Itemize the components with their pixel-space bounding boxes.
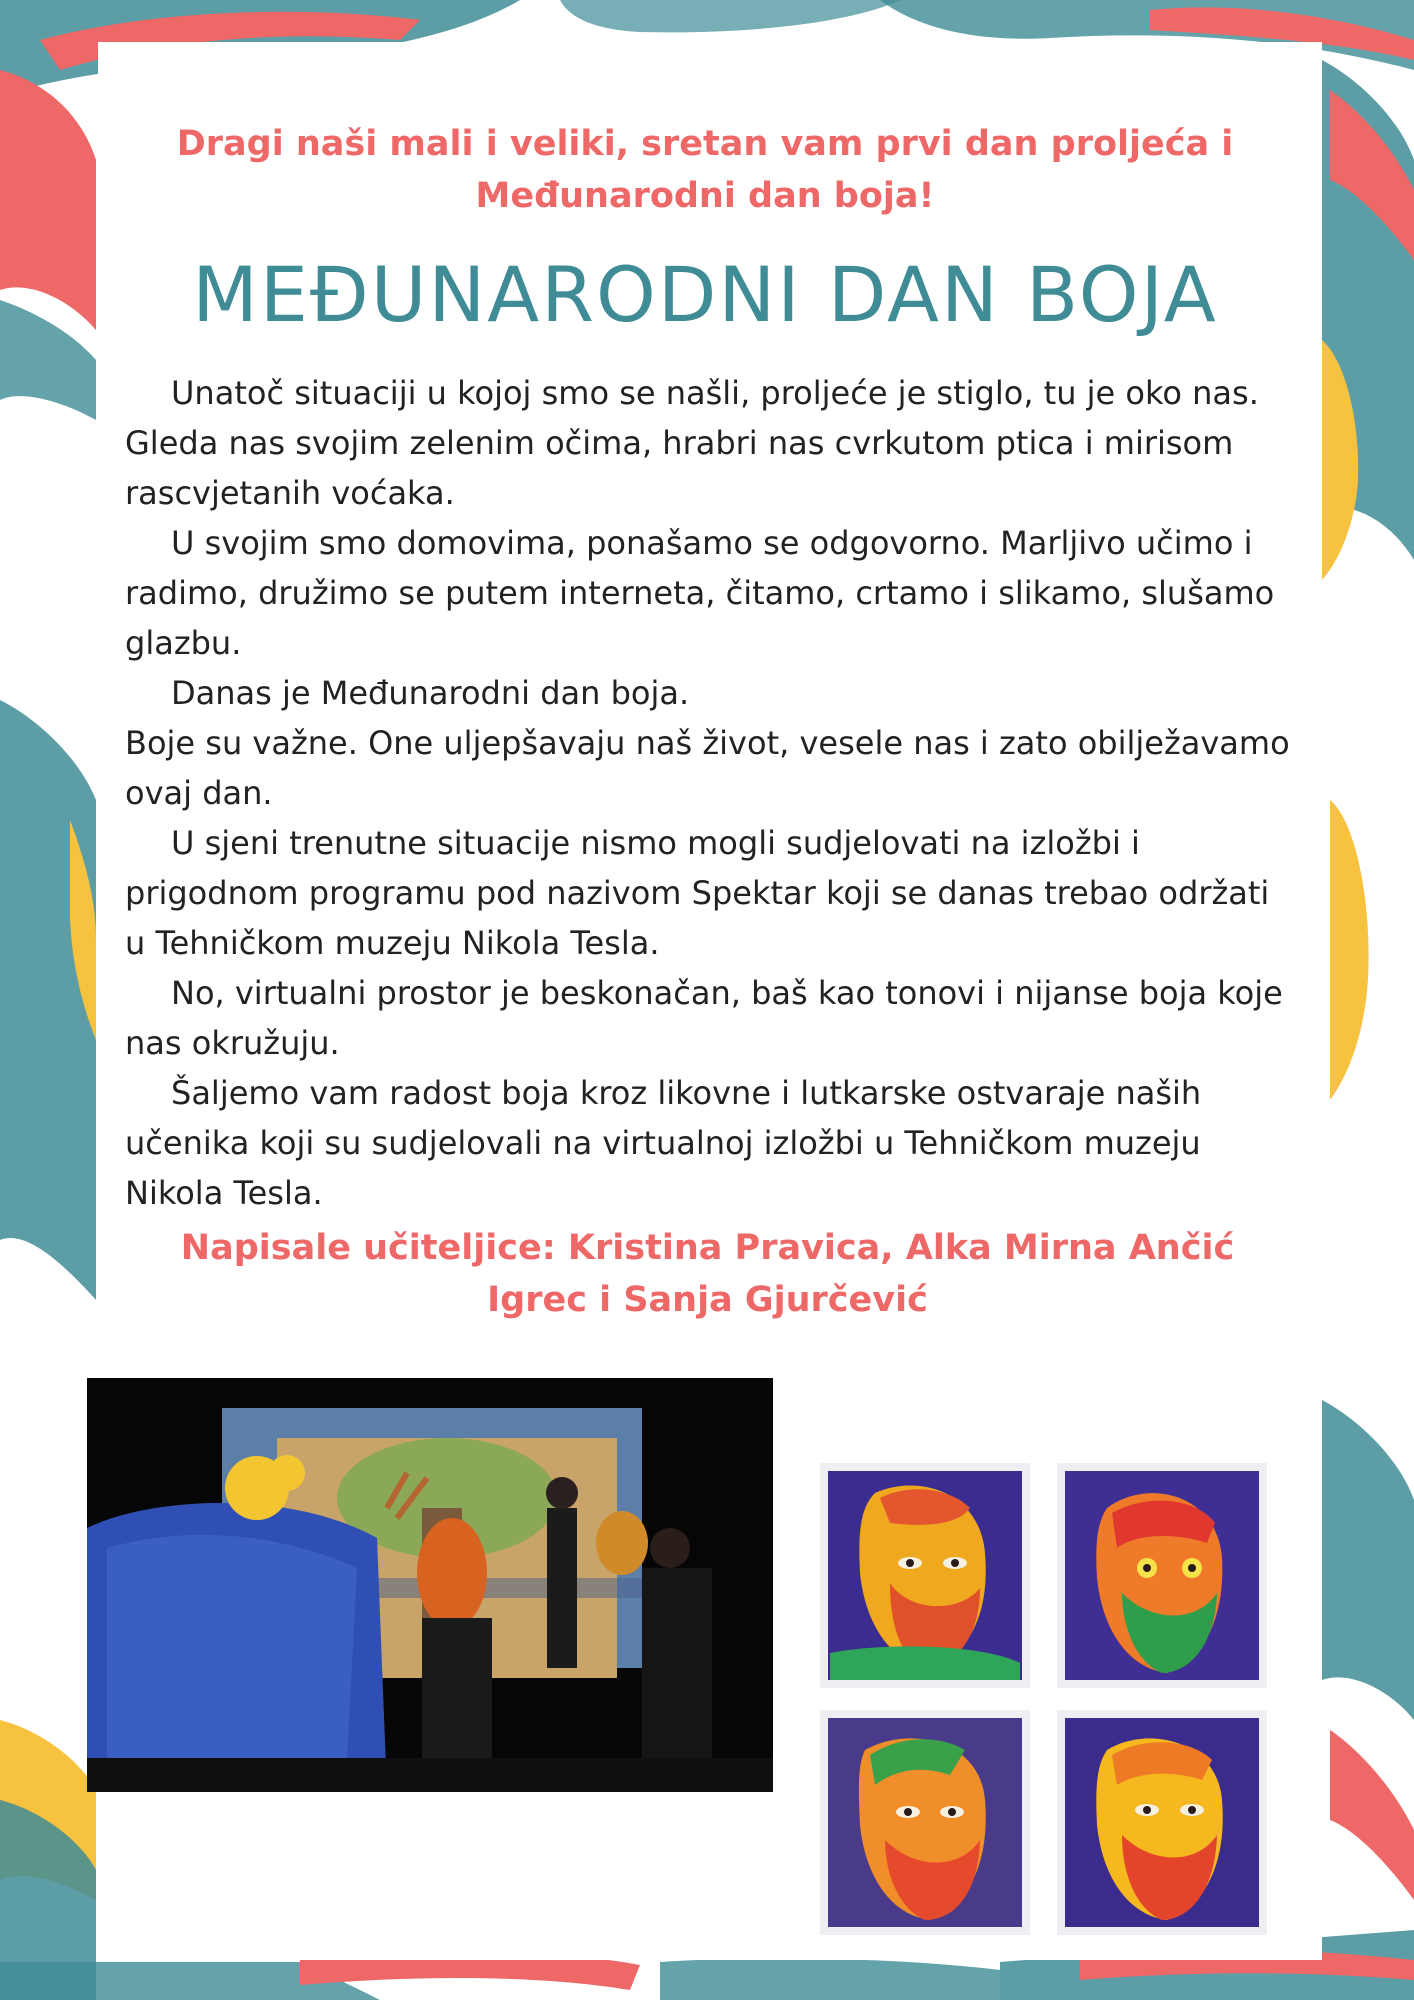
- paragraph: Šaljemo vam radost boja kroz likovne i lutkarske ostvaraje naših učenika koji su sudjelovali na virtualnoj izložbi u Tehničkom muzeju Nikola Tesla.: [125, 1074, 1202, 1212]
- paragraph: U svojim smo domovima, ponašamo se odgovorno. Marljivo učimo i radimo, družimo se putem interneta, čitamo, crtamo i slikamo, slušamo glazbu.: [125, 524, 1275, 662]
- portrait-painting: [820, 1710, 1030, 1935]
- paragraph: Boje su važne. One uljepšavaju naš život, vesele nas i zato obilježavamo ovaj dan.: [125, 724, 1290, 812]
- authors-credit: Napisale učiteljice: Kristina Pravica, Alka Mirna Ančić Igrec i Sanja Gjurčević: [180, 1228, 1235, 1320]
- portrait-painting: [1057, 1463, 1267, 1688]
- page-title: MEĐUNARODNI DAN BOJA: [192, 250, 1218, 339]
- greeting-heading: Dragi naši mali i veliki, sretan vam prvi dan proljeća i Međunarodni dan boja!: [176, 124, 1234, 216]
- puppet-theatre-photo: [87, 1378, 773, 1792]
- article-body: [125, 368, 1290, 1218]
- paragraph: No, virtualni prostor je beskonačan, baš kao tonovi i nijanse boja koje nas okružuju.: [125, 974, 1283, 1062]
- paragraph: Unatoč situaciji u kojoj smo se našli, proljeće je stiglo, tu je oko nas. Gleda nas svojim zelenim očima, hrabri nas cvrkutom ptica i mirisom rascvjetanih voćaka.: [125, 374, 1259, 512]
- portrait-painting: [1057, 1710, 1267, 1935]
- paragraph: U sjeni trenutne situacije nismo mogli sudjelovati na izložbi i prigodnom programu pod nazivom Spektar koji se danas trebao održati u Tehničkom muzeju Nikola Tesla.: [125, 824, 1270, 962]
- portrait-painting: [820, 1463, 1030, 1688]
- paragraph: Danas je Međunarodni dan boja.: [171, 674, 690, 712]
